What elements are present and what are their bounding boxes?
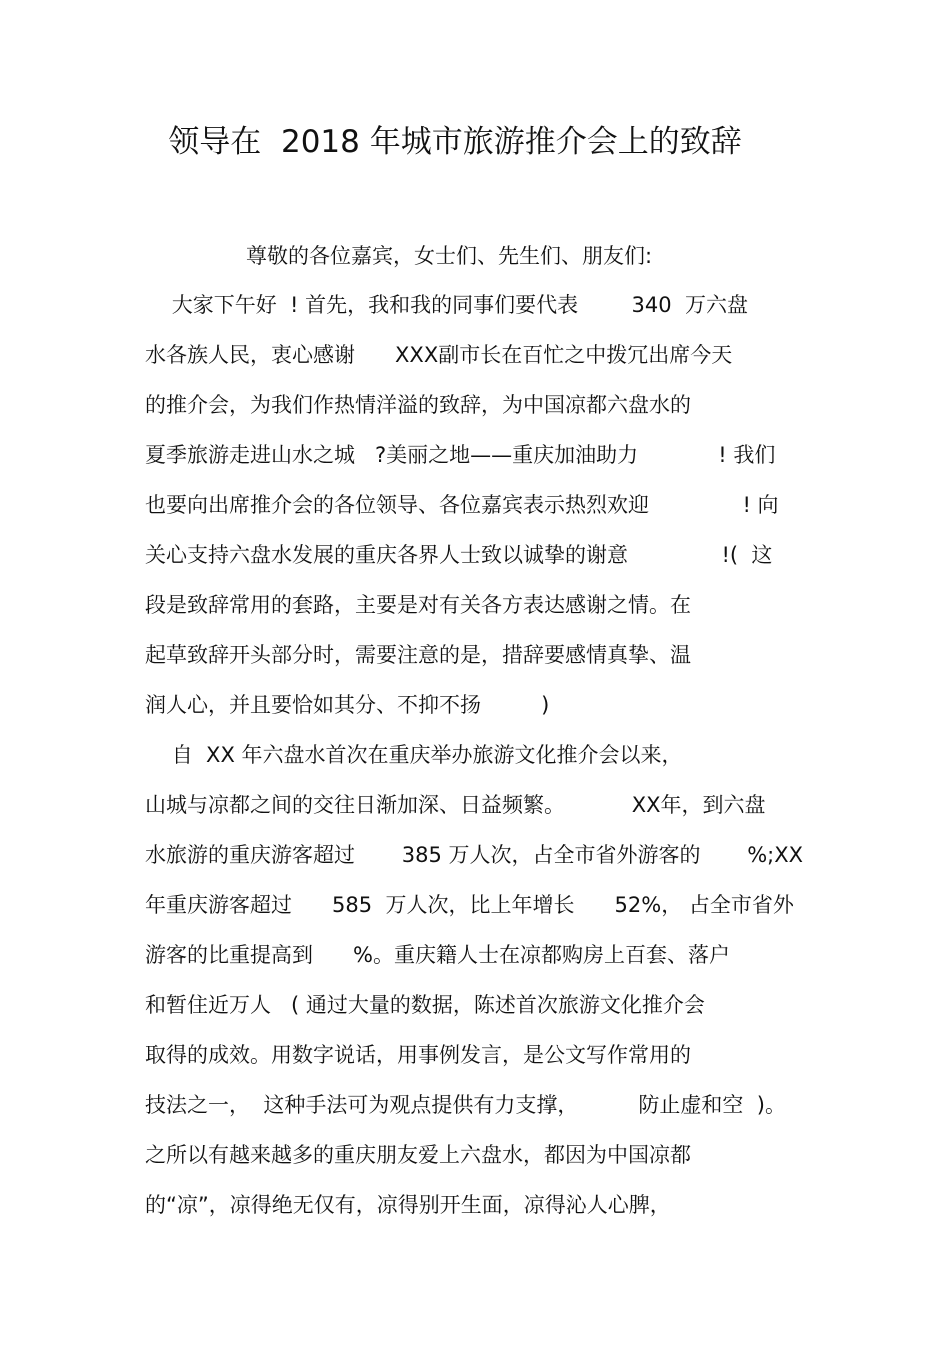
paragraph-line: 年重庆游客超过 585 万人次，比上年增长 52%， 占全市省外 (145, 893, 794, 917)
paragraph-line: 游客的比重提高到 %。重庆籍人士在凉都购房上百套、落户 (145, 943, 731, 967)
paragraph-line: 起草致辞开头部分时，需要注意的是，措辞要感情真挚、温 (145, 643, 691, 667)
paragraph-line: 大家下午好 ! 首先，我和我的同事们要代表 340 万六盘 (145, 293, 748, 317)
paragraph-line: 山城与凉都之间的交往日渐加深、日益频繁。 XX年，到六盘 (145, 793, 766, 817)
paragraph-line: 技法之一， 这种手法可为观点提供有力支撑， 防止虚和空 )。 (145, 1093, 786, 1117)
paragraph-line: 关心支持六盘水发展的重庆各界人士致以诚挚的谢意 !( 这 (145, 543, 773, 567)
paragraph-line: 水旅游的重庆游客超过 385 万人次，占全市省外游客的 %;XX (145, 843, 804, 867)
salutation: 尊敬的各位嘉宾，女士们、先生们、朋友们: (246, 244, 653, 268)
paragraph-line: 夏季旅游走进山水之城 ?美丽之地——重庆加油助力 ! 我们 (145, 443, 776, 467)
paragraph-line: 和暂住近万人 ( 通过大量的数据，陈述首次旅游文化推介会 (145, 993, 705, 1017)
paragraph-line: 段是致辞常用的套路，主要是对有关各方表达感谢之情。在 (145, 593, 691, 617)
paragraph-line: 也要向出席推介会的各位领导、各位嘉宾表示热烈欢迎 ! 向 (145, 493, 779, 517)
paragraph-line: 取得的成效。用数字说话，用事例发言，是公文写作常用的 (145, 1043, 691, 1067)
paragraph-line: 之所以有越来越多的重庆朋友爱上六盘水，都因为中国凉都 (145, 1143, 691, 1167)
paragraph-line: 自 XX 年六盘水首次在重庆举办旅游文化推介会以来， (145, 743, 683, 767)
paragraph-line: 润人心，并且要恰如其分、不抑不扬 ) (145, 693, 550, 717)
document-title: 领导在 2018 年城市旅游推介会上的致辞 (168, 124, 742, 160)
paragraph-line: 的推介会，为我们作热情洋溢的致辞，为中国凉都六盘水的 (145, 393, 691, 417)
paragraph-line: 的“凉”，凉得绝无仅有，凉得别开生面，凉得沁人心脾， (145, 1193, 671, 1217)
paragraph-line: 水各族人民，衷心感谢 XXX副市长在百忙之中拨冗出席今天 (145, 343, 733, 367)
